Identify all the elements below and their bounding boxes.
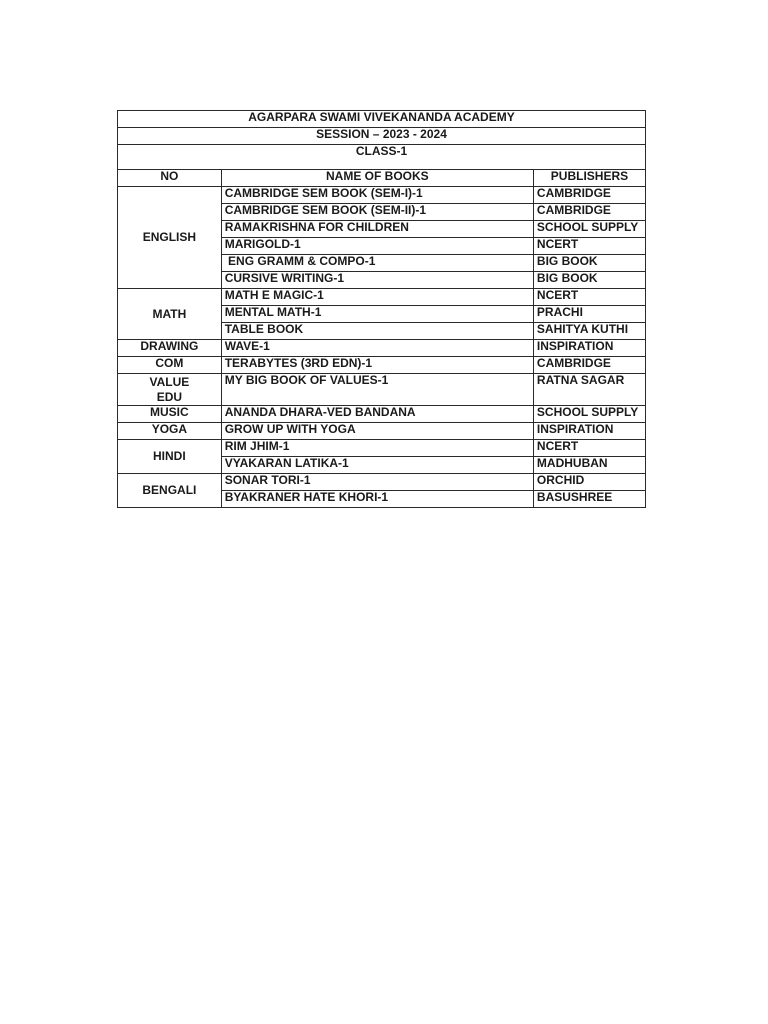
subject-math: MATH xyxy=(118,289,222,340)
book-name: TABLE BOOK xyxy=(221,323,533,340)
table-row xyxy=(118,423,646,440)
book-name: CURSIVE WRITING-1 xyxy=(221,272,533,289)
book-publisher: SCHOOL SUPPLY xyxy=(533,406,645,423)
book-publisher: MADHUBAN xyxy=(533,457,645,474)
book-name: CAMBRIDGE SEM BOOK (SEM-II)-1 xyxy=(221,204,533,221)
session-label: SESSION – 2023 - 2024 xyxy=(118,128,646,145)
subject-yoga: YOGA xyxy=(118,423,222,440)
table-row xyxy=(118,474,646,491)
table-row xyxy=(118,406,646,423)
book-publisher: NCERT xyxy=(533,440,645,457)
book-publisher: SCHOOL SUPPLY xyxy=(533,221,645,238)
title-row xyxy=(118,111,646,128)
school-name: AGARPARA SWAMI VIVEKANANDA ACADEMY xyxy=(118,111,646,128)
subject-com: COM xyxy=(118,357,222,374)
book-name: RIM JHIM-1 xyxy=(221,440,533,457)
subject-english: ENGLISH xyxy=(118,187,222,289)
book-name: MATH E MAGIC-1 xyxy=(221,289,533,306)
book-publisher: BASUSHREE xyxy=(533,491,645,508)
book-publisher: CAMBRIDGE xyxy=(533,204,645,221)
book-publisher: ORCHID xyxy=(533,474,645,491)
class-row xyxy=(118,145,646,170)
book-name: VYAKARAN LATIKA-1 xyxy=(221,457,533,474)
book-name: TERABYTES (3RD EDN)-1 xyxy=(221,357,533,374)
book-name: GROW UP WITH YOGA xyxy=(221,423,533,440)
book-list-table xyxy=(117,110,646,508)
table-row xyxy=(118,187,646,204)
book-name: MENTAL MATH-1 xyxy=(221,306,533,323)
table-row xyxy=(118,374,646,406)
session-row xyxy=(118,128,646,145)
class-label: CLASS-1 xyxy=(118,145,646,170)
book-name: CAMBRIDGE SEM BOOK (SEM-I)-1 xyxy=(221,187,533,204)
subject-value-edu xyxy=(118,374,222,406)
book-name: SONAR TORI-1 xyxy=(221,474,533,491)
book-publisher: BIG BOOK xyxy=(533,272,645,289)
book-name: BYAKRANER HATE KHORI-1 xyxy=(221,491,533,508)
subject-bengali: BENGALI xyxy=(118,474,222,508)
subject-music: MUSIC xyxy=(118,406,222,423)
header-no: NO xyxy=(118,170,222,187)
table-row xyxy=(118,289,646,306)
book-name: ANANDA DHARA-VED BANDANA xyxy=(221,406,533,423)
subject-line-2: EDU xyxy=(156,390,183,404)
book-publisher: INSPIRATION xyxy=(533,340,645,357)
subject-hindi: HINDI xyxy=(118,440,222,474)
table-row xyxy=(118,340,646,357)
book-publisher: BIG BOOK xyxy=(533,255,645,272)
book-publisher: NCERT xyxy=(533,238,645,255)
subject-line-1: VALUE xyxy=(149,375,190,389)
book-name: MY BIG BOOK OF VALUES-1 xyxy=(221,374,533,406)
book-publisher: CAMBRIDGE xyxy=(533,357,645,374)
book-publisher: PRACHI xyxy=(533,306,645,323)
book-name: RAMAKRISHNA FOR CHILDREN xyxy=(221,221,533,238)
table-row xyxy=(118,357,646,374)
header-name-of-books: NAME OF BOOKS xyxy=(221,170,533,187)
table-row xyxy=(118,440,646,457)
header-publishers: PUBLISHERS xyxy=(533,170,645,187)
book-publisher: CAMBRIDGE xyxy=(533,187,645,204)
book-name: WAVE-1 xyxy=(221,340,533,357)
book-publisher: NCERT xyxy=(533,289,645,306)
book-publisher: SAHITYA KUTHI xyxy=(533,323,645,340)
subject-drawing: DRAWING xyxy=(118,340,222,357)
book-publisher: RATNA SAGAR xyxy=(533,374,645,406)
header-row xyxy=(118,170,646,187)
book-name: ENG GRAMM & COMPO-1 xyxy=(221,255,533,272)
book-name: MARIGOLD-1 xyxy=(221,238,533,255)
book-publisher: INSPIRATION xyxy=(533,423,645,440)
